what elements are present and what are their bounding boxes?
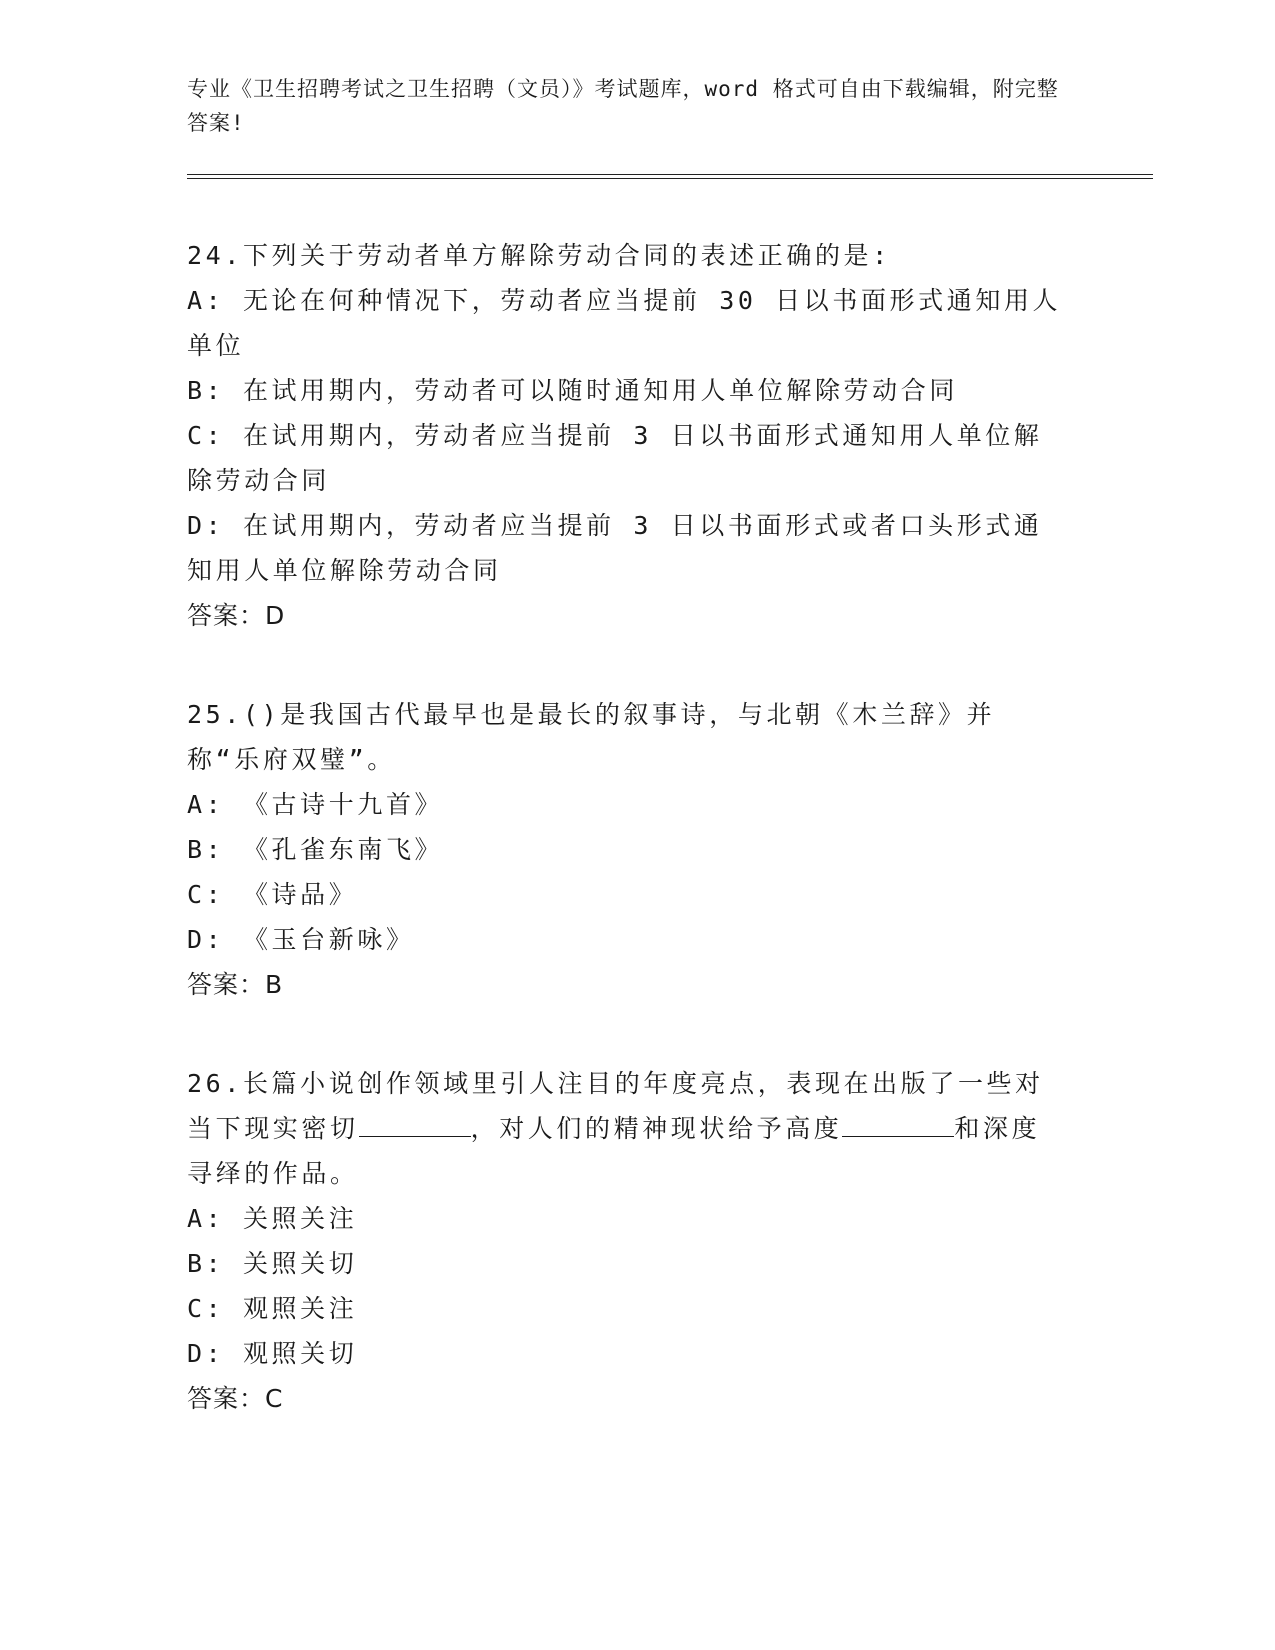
option-c: C: 观照关注 — [187, 1294, 358, 1323]
question-24 — [187, 233, 1153, 638]
fill-blank-1 — [359, 1114, 471, 1137]
stem-part-2: ，对人们的精神现状给予高度 — [470, 1114, 843, 1143]
option-a: A: 《古诗十九首》 — [187, 790, 444, 819]
question-stem: 25.()是我国古代最早也是最长的叙事诗，与北朝《木兰辞》并称“乐府双璧”。 — [187, 700, 996, 774]
option-b: B: 在试用期内，劳动者可以随时通知用人单位解除劳动合同 — [187, 376, 958, 405]
option-a: A: 无论在何种情况下，劳动者应当提前 30 日以书面形式通知用人单位 — [187, 286, 1062, 360]
option-b: B: 《孔雀东南飞》 — [187, 835, 444, 864]
document-header: 专业《卫生招聘考试之卫生招聘（文员）》考试题库，word 格式可自由下载编辑，附完整答案! — [187, 77, 1059, 135]
option-d: D: 在试用期内，劳动者应当提前 3 日以书面形式或者口头形式通知用人单位解除劳动合同 — [187, 511, 1043, 585]
option-d: D: 《玉台新咏》 — [187, 925, 415, 954]
question-stem — [187, 1061, 1067, 1196]
option-a: A: 关照关注 — [187, 1204, 358, 1233]
question-stem: 24.下列关于劳动者单方解除劳动合同的表述正确的是: — [187, 241, 891, 270]
question-26 — [187, 1061, 1153, 1421]
answer-label: 答案：C — [187, 1384, 284, 1413]
stem-part-1: 26.长篇小说创作领域里引人注目的年度亮点，表现在出版了一些对当下现实密切 — [187, 1069, 1044, 1143]
header-double-rule — [187, 174, 1153, 179]
question-25 — [187, 692, 1153, 1007]
option-c: C: 在试用期内，劳动者应当提前 3 日以书面形式通知用人单位解除劳动合同 — [187, 421, 1043, 495]
document-page — [187, 72, 1153, 1421]
answer-label: 答案：D — [187, 601, 286, 630]
stem-part-3: 和深度寻绎的作品。 — [187, 1114, 1041, 1188]
fill-blank-2 — [842, 1114, 954, 1137]
answer-label: 答案：B — [187, 970, 284, 999]
option-b: B: 关照关切 — [187, 1249, 358, 1278]
option-d: D: 观照关切 — [187, 1339, 358, 1368]
option-c: C: 《诗品》 — [187, 880, 358, 909]
